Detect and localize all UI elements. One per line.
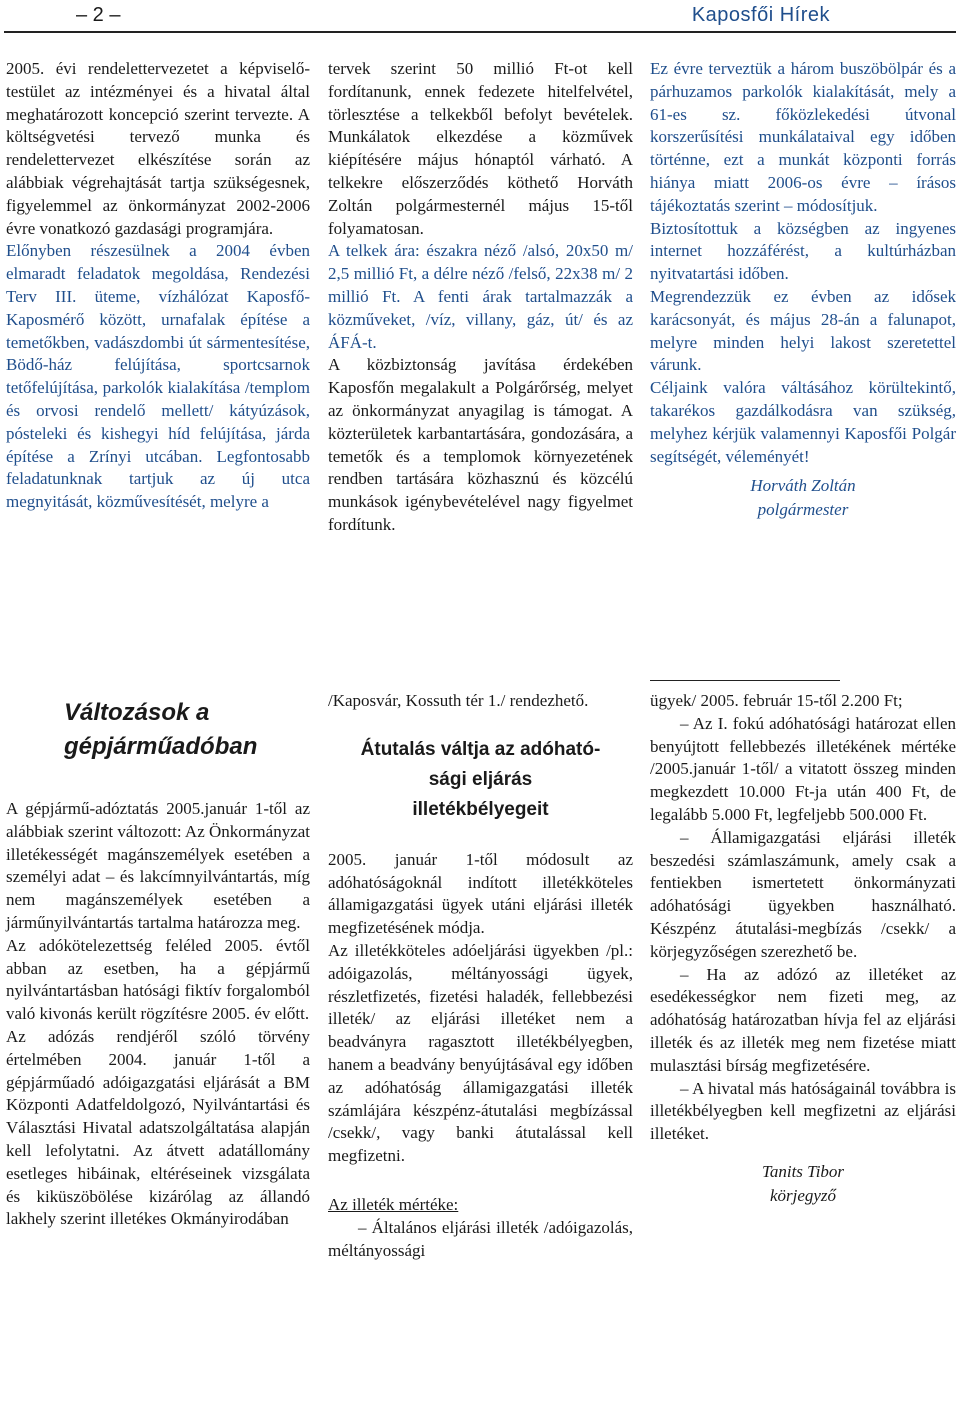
paragraph: – Általános eljárási illeték /adóigazolás, méltányossági (328, 1217, 633, 1260)
article-divider (650, 680, 840, 681)
article-headline (64, 696, 310, 764)
paragraph: ügyek/ 2005. február 15-től 2.200 Ft; (650, 691, 903, 710)
paragraph: – Ha az adózó az illetéket az esedékességkor nem fizeti meg, az adóhatóság határozatban hívja fel az eljárási illeték és az illeték meg nem fizetése miatt mulasztási bírság megfizetésére. (650, 964, 956, 1075)
headline-line: Változások a (64, 699, 210, 726)
paragraph: 2005. évi rendelettervezetet a képviselő-testület az intézményei és a hivatal által meghatározott koncepció szerint tervezte. A költségvetési tervező munka és rendelettervezet elkészítése során az alábbiak végrehajtását tartja szükségesnek, figyelemmel az önkormányzat 2002-2006 évre vonatkozó gazdasági programjára. (6, 59, 310, 238)
subheadline-line: illetékbélyegeit (412, 798, 549, 820)
article-subheadline (328, 735, 633, 825)
paragraph: A közbiztonság javítása érdekében Kaposfőn megalakult a Polgárőrség, melyet az önkormányzat anyagilag is támogat. A közterületek karbantartására, gondozására, a temetők és a templomok környezetének rendben tartására közhasznú és közcélú munkások igénybevételével nagy figyelmet fordítunk. (328, 355, 633, 534)
signature-name: Horváth Zoltán (750, 476, 856, 496)
subheadline-line: sági eljárás (428, 768, 533, 790)
paragraph: /Kaposvár, Kossuth tér 1./ rendezhető. (328, 691, 589, 710)
top-column-2 (328, 58, 633, 537)
signature-title: körjegyző (769, 1185, 837, 1205)
paragraph: – Államigazgatási eljárási illeték beszedési számlaszámunk, amely csak a fentiekben ismertetett önkormányzati adóhatósági ügyekben használható. Készpénz átutalási-megbízás /csekk/ a körjegyzőségen szerezhető be. (650, 827, 956, 961)
header-rule (4, 31, 956, 33)
top-column-1 (6, 58, 310, 514)
signature-block (650, 1160, 956, 1208)
paragraph: Céljaink valóra váltásához körültekintő, takarékos gazdálkodásra van szükség, melyhez kérjük valamennyi Kaposfői Polgár segítségét, véleményét! (650, 378, 956, 466)
headline-line: gépjárműadóban (64, 733, 258, 760)
paragraph: A telkek ára: északra néző /alsó, 20x50 m/ 2,5 millió Ft, a délre néző /felső, 22x38 m/ 2 millió Ft. A fenti árak tartalmazzák a közműveket, /víz, villany, gáz, út/ és az ÁFÁ-t. (328, 241, 633, 352)
paragraph: – Az I. fokú adóhatósági határozat ellen benyújtott fellebbezés illetékének mértéke /2005.január 1-től/ a vitatott összeg minden megkezdett 10.000 Ft-ja után 400 Ft, de legalább 5.000 Ft, legfeljebb 500.000 Ft. (650, 713, 956, 824)
signature-block (650, 474, 956, 522)
paragraph: Az illetékköteles adóeljárási ügyekben /pl.: adóigazolás, méltányossági ügyek, részletfizetés, fizetési haladék, fellebbezési illeték/ az eljárási illetéket nem a beadványra ragasztott illetékbélyegben, hanem a beadvány benyújtásával egy időben az adóhatóság államigazgatási illeték számlájára készpénz-átutalási megbízással /csekk/, vagy banki átutalással kell megfizetni. (328, 940, 633, 1166)
subheadline-line: Átutalás váltja az adóható- (360, 738, 601, 760)
top-column-3 (650, 58, 956, 522)
paragraph: Biztosítottuk a községben az ingyenes internet hozzáférést, a kultúrházban nyitvatartási időben. (650, 218, 956, 284)
publication-title: Kaposfői Hírek (691, 4, 830, 26)
page-number: – 2 – (76, 4, 121, 26)
bottom-column-3 (650, 690, 956, 1208)
section-label: Az illeték mértéke: (328, 1194, 459, 1214)
paragraph: Ez évre terveztük a három buszöbölpár és a párhuzamos parkolók kialakítását, mely a 61-es sz. főközlekedési útvonal korszerűsítési munkálataival egy időben történne, ezt a munkát központi forrás hiánya miatt 2006-os évre – írásos tájékoztatás szerint – módosítjuk. (650, 59, 956, 215)
signature-title: polgármester (757, 500, 849, 520)
paragraph: Az adókötelezettség feléled 2005. évtől abban az esetben, ha a gépjármű nyilvántartásban hatósági fiktív forgalomból való kivonás került rögzítésre 2005. év előtt. (6, 935, 310, 1024)
paragraph: Előnyben részesülnek a 2004 évben elmaradt feladatok megoldása, Rendezési Terv III. üteme, vízhálózat Kaposfő-Kaposmérő között, urnafalak építése a temetőkben, vadászdombi út sármentesítése, Bödő-ház felújítása, sportcsarnok tetőfelújítása, parkolók kialakítása /templom és orvosi rendelő mellett/ kátyúzások, pósteleki és kishegyi híd felújítása, járda építése a Zrínyi utcában. Legfontosabb feladatunknak tartjuk az új utca megnyitását, közművesítését, melyre a (6, 241, 310, 512)
paragraph: Megrendezzük ez évben az idősek karácsonyát, és május 28-án a falunapot, melyre minden helyi lakost szeretettel várunk. (650, 286, 956, 375)
paragraph: – A hivatal más hatóságainál továbbra is illetékbélyegben kell megfizetni az eljárási illetéket. (650, 1078, 956, 1144)
paragraph: A gépjármű-adóztatás 2005.január 1-től az alábbiak szerint változott: Az Önkormányzat illetékességét magánszemélyek esetében a személyi adat – és lakcímnyilvántartás, míg nem magánszemélyek esetében a járműnyilvántartás tartalma határozza meg. (6, 799, 311, 932)
paragraph: 2005. január 1-től módosult az adóhatóságoknál indított illetékköteles államigazgatási ügyek utáni eljárási illeték megfizetésének módja. (328, 849, 633, 938)
page-header (0, 0, 960, 34)
paragraph: Az adózás rendjéről szóló törvény értelmében 2004. január 1-től a gépjárműadó adóigazgatási eljárását a BM Központi Adatfeldolgozó, Nyilvántartási és Választási Hivatal adatszolgáltatása alapján kell lefolytatni. Az átvett adatállomány esetleges hibáinak, eltéréseinek vizsgálata és kiküszöbölése kizárólag az állandó lakhely szerint illetékes Okmányirodában (6, 1026, 310, 1229)
paragraph: tervek szerint 50 millió Ft-ot kell fordítanunk, ennek fedezete hitelfelvétel, törlesztése a telkekből befolyt bevételek. Munkálatok elkezdése a közművek kiépítésére május hónaptól várható. A telkekre előszerződés köthető Horváth Zoltán polgármesternél május 15-től folyamatosan. (328, 59, 633, 238)
bottom-column-1 (6, 690, 310, 1231)
bottom-column-2 (328, 690, 633, 1262)
signature-name: Tanits Tibor (761, 1161, 845, 1181)
